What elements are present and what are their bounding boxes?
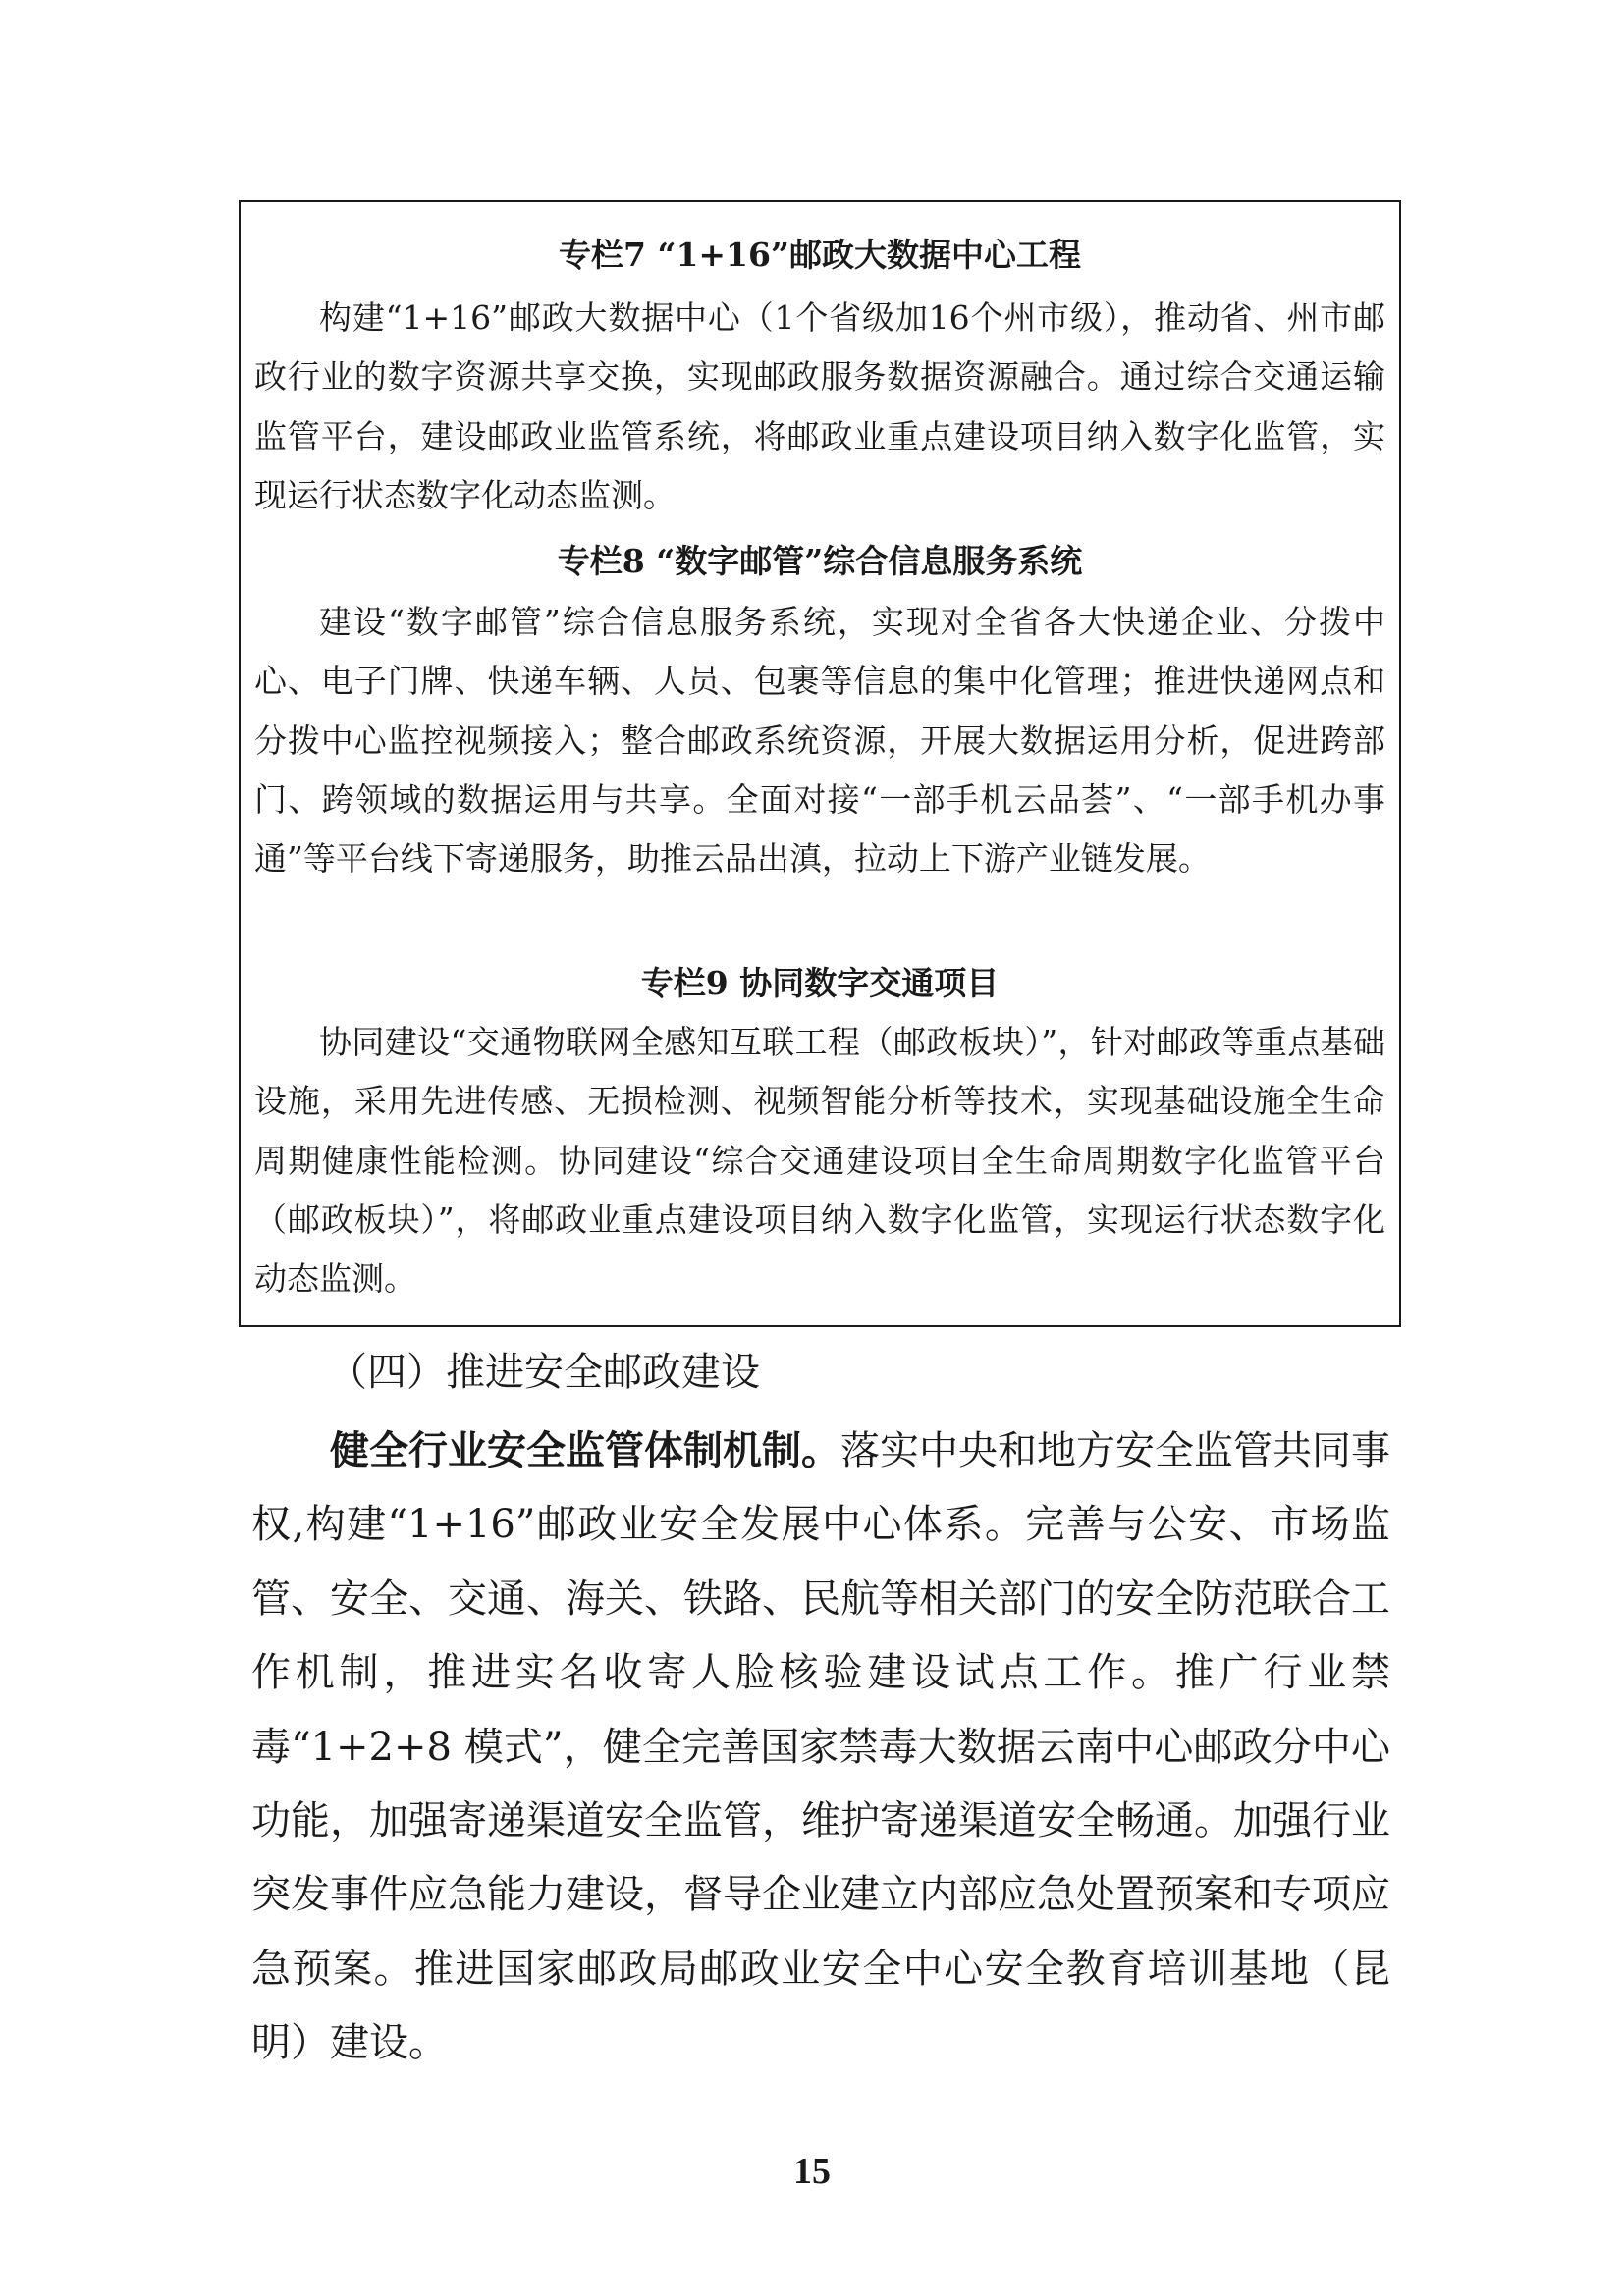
- section-heading: （四）推进安全邮政建设: [328, 1350, 760, 1395]
- column-9-title: 专栏9 协同数字交通项目: [640, 964, 1000, 1002]
- column-8-title: 专栏8 “数字邮管”综合信息服务系统: [557, 542, 1083, 580]
- column-8-paragraph: 建设“数字邮管”综合信息服务系统，实现对全省各大快递企业、分拨中心、电子门牌、快递车辆、人员、包裹等信息的集中化管理；推进快递网点和分拨中心监控视频接入；整合邮政系统资源，开展大数据运用分析，促进跨部门、跨领域的数据运用与共享。全面对接“一部手机云品荟”、“一部手机办事通”等平台线下寄递服务，助推云品出滇，拉动上下游产业链发展。: [254, 603, 1385, 879]
- section-lead-text: 健全行业安全监管体制机制。: [330, 1427, 840, 1473]
- column-9-paragraph: 协同建设“交通物联网全感知互联工程（邮政板块）”，针对邮政等重点基础设施，采用先进传感、无损检测、视频智能分析等技术，实现基础设施全生命周期健康性能检测。协同建设“综合交通建设项目全生命周期数字化监管平台（邮政板块）”，将邮政业重点建设项目纳入数字化监管，实现运行状态数字化动态监测。: [254, 1023, 1385, 1299]
- section-body-text: 落实中央和地方安全监管共同事权,构建“1+16”邮政业安全发展中心体系。完善与公安、市场监管、安全、交通、海关、铁路、民航等相关部门的安全防范联合工作机制，推进实名收寄人脸核验建设试点工作。推广行业禁毒“1+2+8 模式”，健全完善国家禁毒大数据云南中心邮政分中心功能，加强寄递渠道安全监管，维护寄递渠道安全畅通。加强行业突发事件应急能力建设，督导企业建立内部应急处置预案和专项应急预案。推进国家邮政局邮政业安全中心安全教育培训基地（昆明）建设。: [251, 1428, 1390, 2066]
- section-body-paragraph: [251, 1414, 1390, 2081]
- page-number: 15: [793, 2151, 831, 2192]
- column-7-paragraph: 构建“1+16”邮政大数据中心（1个省级加16个州市级），推动省、州市邮政行业的数字资源共享交换，实现邮政服务数据资源融合。通过综合交通运输监管平台，建设邮政业监管系统，将邮政业重点建设项目纳入数字化监管，实现运行状态数字化动态监测。: [254, 298, 1385, 514]
- column-7-title: 专栏7 “1+16”邮政大数据中心工程: [559, 236, 1081, 274]
- special-columns-box: [239, 200, 1401, 1327]
